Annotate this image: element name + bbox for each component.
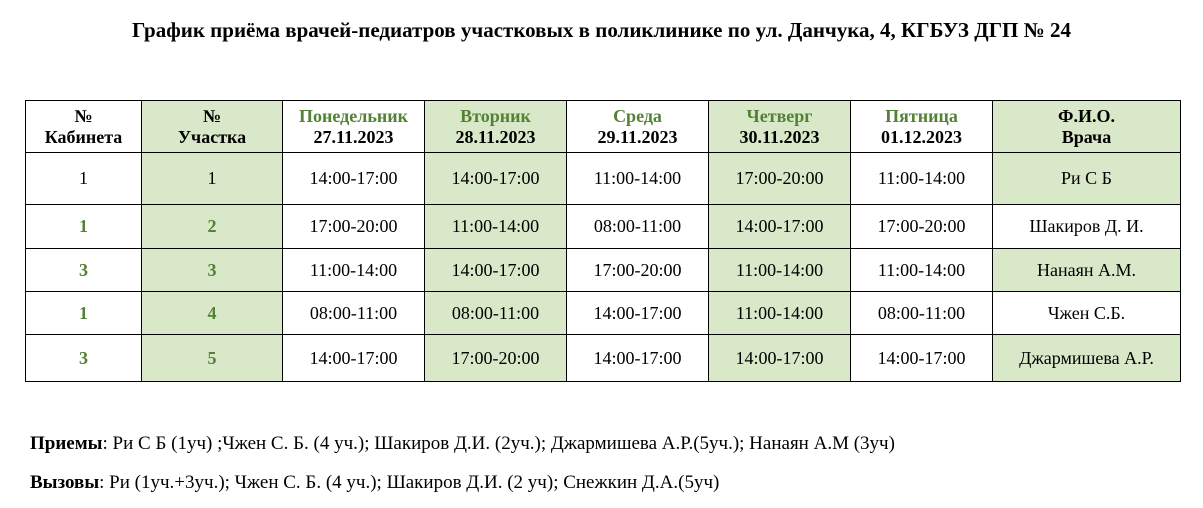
time-cell: 11:00-14:00: [425, 205, 567, 249]
header-day-friday: [851, 101, 993, 153]
uchastok-cell: 3: [142, 249, 283, 292]
uchastok-cell: 1: [142, 153, 283, 205]
time-cell: 11:00-14:00: [567, 153, 709, 205]
day-date: 30.11.2023: [739, 126, 820, 147]
time-cell: 14:00-17:00: [425, 153, 567, 205]
day-date: 29.11.2023: [597, 126, 678, 147]
priemy-label: Приемы: [30, 433, 103, 454]
doctor-cell: Нанаян А.М.: [993, 249, 1181, 292]
time-cell: 08:00-11:00: [851, 292, 993, 335]
header-doctor-line2: Врача: [1061, 126, 1112, 147]
table-row: [26, 335, 1181, 382]
day-name: Четверг: [746, 105, 813, 126]
time-cell: 17:00-20:00: [709, 153, 851, 205]
time-cell: 14:00-17:00: [283, 153, 425, 205]
header-day-thursday: [709, 101, 851, 153]
priemy-note: [30, 433, 895, 455]
time-cell: 17:00-20:00: [283, 205, 425, 249]
time-cell: 14:00-17:00: [851, 335, 993, 382]
time-cell: 11:00-14:00: [851, 153, 993, 205]
header-uchastok-line1: №: [202, 105, 222, 126]
time-cell: 14:00-17:00: [283, 335, 425, 382]
time-cell: 17:00-20:00: [851, 205, 993, 249]
time-cell: 08:00-11:00: [283, 292, 425, 335]
header-doctor: [993, 101, 1181, 153]
uchastok-cell: 2: [142, 205, 283, 249]
time-cell: 14:00-17:00: [567, 292, 709, 335]
time-cell: 14:00-17:00: [709, 335, 851, 382]
uchastok-cell: 4: [142, 292, 283, 335]
time-cell: 08:00-11:00: [425, 292, 567, 335]
header-day-tuesday: [425, 101, 567, 153]
page-title: График приёма врачей-педиатров участковых в поликлинике по ул. Данчука, 4, КГБУЗ ДГП № 24: [131, 18, 1071, 42]
header-uchastok-line2: Участка: [177, 126, 247, 147]
time-cell: 11:00-14:00: [283, 249, 425, 292]
cabinet-cell: 1: [26, 153, 142, 205]
vyzovy-note: [30, 472, 719, 494]
cabinet-cell: 3: [26, 335, 142, 382]
header-uchastok: [142, 101, 283, 153]
schedule-table: [25, 100, 1181, 382]
vyzovy-text: : Ри (1уч.+3уч.); Чжен С. Б. (4 уч.); Шакиров Д.И. (2 уч); Снежкин Д.А.(5уч): [99, 472, 720, 493]
time-cell: 11:00-14:00: [851, 249, 993, 292]
day-name: Пятница: [885, 105, 958, 126]
day-date: 28.11.2023: [455, 126, 536, 147]
doctor-cell: Чжен С.Б.: [993, 292, 1181, 335]
day-date: 27.11.2023: [313, 126, 394, 147]
cabinet-cell: 1: [26, 292, 142, 335]
cabinet-cell: 3: [26, 249, 142, 292]
priemy-text: : Ри С Б (1уч) ;Чжен С. Б. (4 уч.); Шакиров Д.И. (2уч.); Джармишева А.Р.(5уч.); Нанаян А.М (3уч): [102, 433, 895, 454]
time-cell: 17:00-20:00: [567, 249, 709, 292]
table-row: [26, 205, 1181, 249]
table-row: [26, 153, 1181, 205]
time-cell: 17:00-20:00: [425, 335, 567, 382]
header-doctor-line1: Ф.И.О.: [1058, 105, 1115, 126]
time-cell: 14:00-17:00: [567, 335, 709, 382]
table-row: [26, 292, 1181, 335]
header-cabinet-line2: Кабинета: [44, 126, 123, 147]
doctor-cell: Джармишева А.Р.: [993, 335, 1181, 382]
header-cabinet: [26, 101, 142, 153]
time-cell: 08:00-11:00: [567, 205, 709, 249]
vyzovy-label: Вызовы: [30, 472, 100, 493]
day-date: 01.12.2023: [881, 126, 962, 147]
time-cell: 11:00-14:00: [709, 292, 851, 335]
doctor-cell: Ри С Б: [993, 153, 1181, 205]
time-cell: 14:00-17:00: [425, 249, 567, 292]
day-name: Вторник: [460, 105, 531, 126]
header-row: [26, 101, 1181, 153]
day-name: Среда: [613, 105, 662, 126]
header-day-wednesday: [567, 101, 709, 153]
header-cabinet-line1: №: [74, 105, 93, 126]
cabinet-cell: 1: [26, 205, 142, 249]
uchastok-cell: 5: [142, 335, 283, 382]
time-cell: 11:00-14:00: [709, 249, 851, 292]
time-cell: 14:00-17:00: [709, 205, 851, 249]
doctor-cell: Шакиров Д. И.: [993, 205, 1181, 249]
day-name: Понедельник: [299, 105, 408, 126]
header-day-monday: [283, 101, 425, 153]
table-row: [26, 249, 1181, 292]
